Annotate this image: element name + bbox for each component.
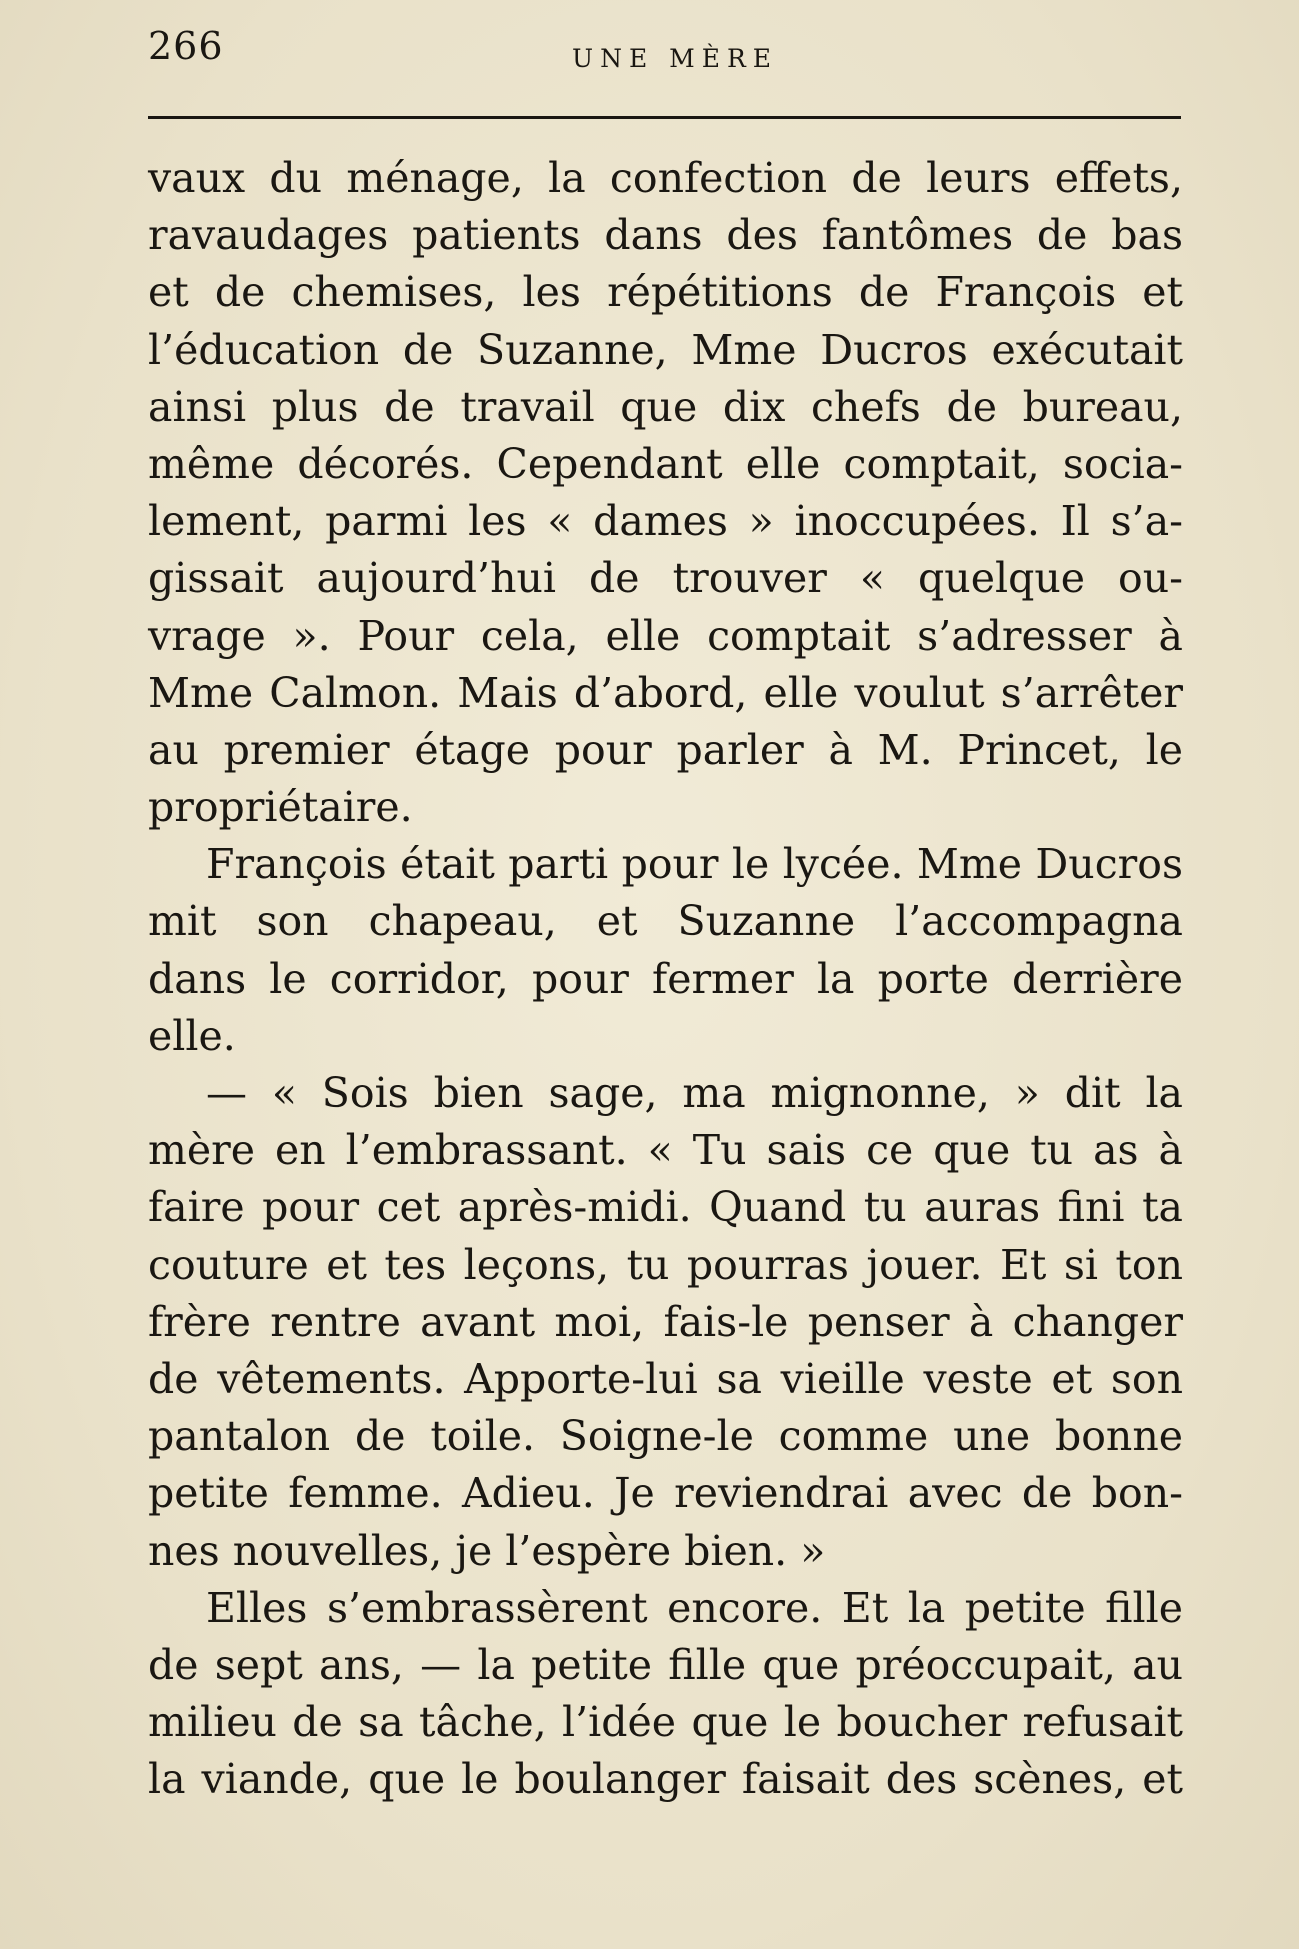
text-line: même décorés. Cependant elle comptait, socia- [148,439,1183,488]
text-line: Elles s’embrassèrent encore. Et la petite fille [206,1583,1183,1632]
running-head: UNE MÈRE [572,44,779,73]
text-line: Mme Calmon. Mais d’abord, elle voulut s’arrêter [148,668,1183,717]
text-line: et de chemises, les répétitions de François et [148,268,1183,317]
text-line: de sept ans, — la petite fille que préoccupait, au [148,1640,1183,1689]
text-line: petite femme. Adieu. Je reviendrai avec de bon- [148,1469,1183,1518]
text-line: vaux du ménage, la confection de leurs effets, [148,154,1183,202]
text-line: — « Sois bien sage, ma mignonne, » dit la [206,1069,1183,1117]
text-line: l’éducation de Suzanne, Mme Ducros exécutait [148,325,1183,374]
text-line: gissait aujourd’hui de trouver « quelque ou- [148,554,1183,603]
text-line: couture et tes leçons, tu pourras jouer. Et si ton [148,1240,1183,1289]
text-line: au premier étage pour parler à M. Princet, le [148,725,1183,774]
text-line: ravaudages patients dans des fantômes de bas [148,211,1183,260]
text-line: elle. [148,1011,236,1060]
text-line: milieu de sa tâche, l’idée que le boucher refusait [148,1698,1183,1747]
text-line: la viande, que le boulanger faisait des scènes, et [148,1755,1183,1804]
page-number: 266 [148,24,224,68]
text-line: François était parti pour le lycée. Mme Ducros [206,840,1183,889]
text-line: propriétaire. [148,783,413,832]
text-line: frère rentre avant moi, fais-le penser à changer [148,1297,1183,1346]
text-line: ainsi plus de travail que dix chefs de bureau, [148,382,1183,431]
text-line: dans le corridor, pour fermer la porte derrière [148,954,1183,1003]
text-line: nes nouvelles, je l’espère bien. » [148,1526,826,1575]
text-line: vrage ». Pour cela, elle comptait s’adresser à [148,611,1183,660]
header-rule [148,116,1181,119]
text-line: mit son chapeau, et Suzanne l’accompagna [148,897,1183,946]
body-text [148,150,1183,1808]
text-line: faire pour cet après-midi. Quand tu auras fini ta [148,1183,1183,1232]
text-line: de vêtements. Apporte-lui sa vieille veste et son [148,1354,1183,1403]
text-line: lement, parmi les « dames » inoccupées. Il s’a- [148,497,1183,546]
text-line: pantalon de toile. Soigne-le comme une bonne [148,1412,1183,1461]
text-line: mère en l’embrassant. « Tu sais ce que tu as à [148,1126,1183,1175]
